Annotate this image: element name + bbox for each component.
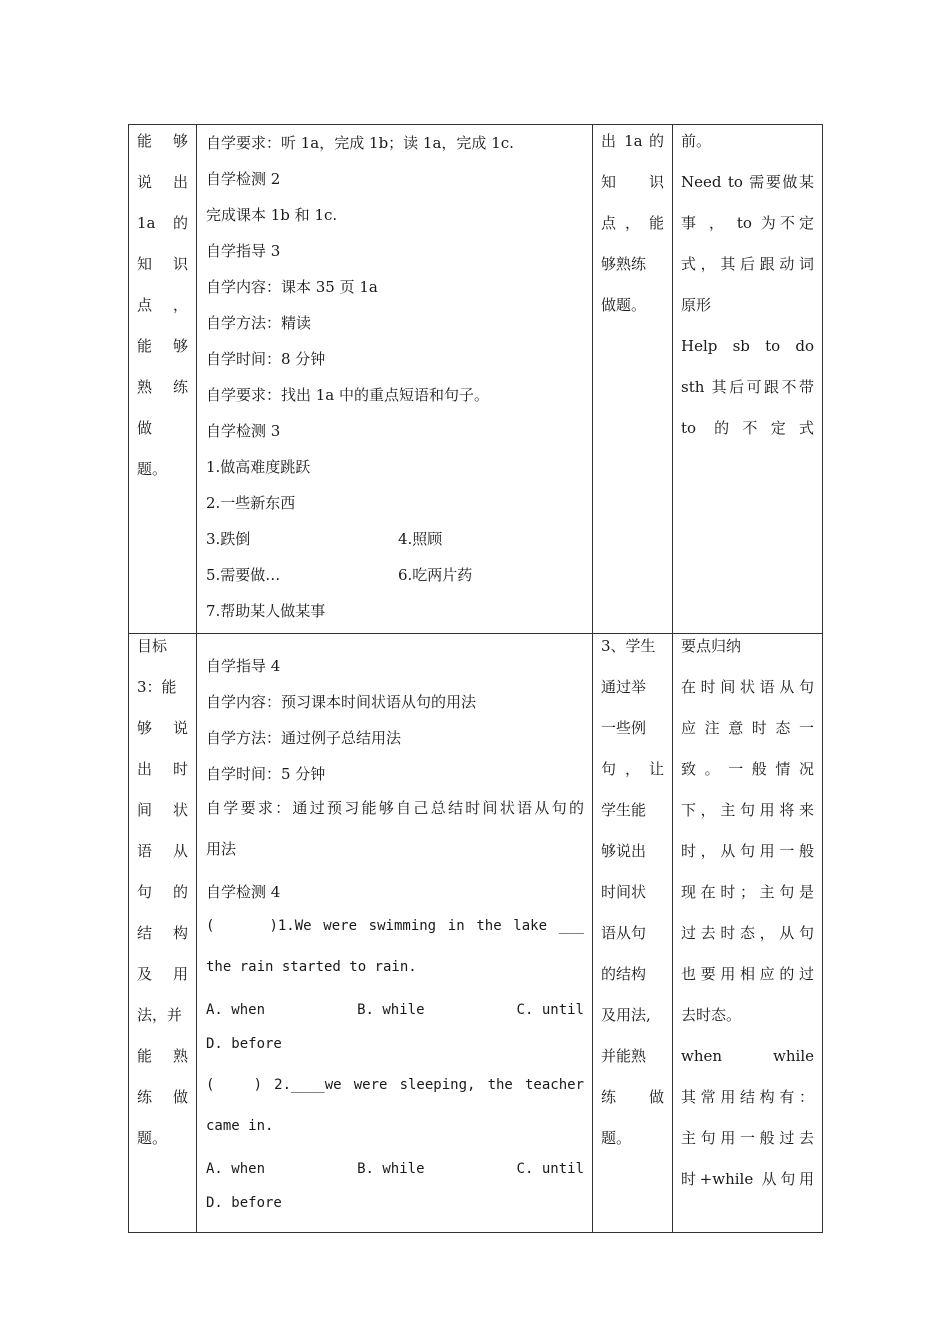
activity-text-line: 够说出 [601, 842, 647, 860]
note-text-line: 致。一般情况 [681, 760, 814, 778]
section-heading: 自学检测 4 [206, 883, 281, 901]
goal-text-line: 1a 的 [137, 214, 188, 232]
note-text-line: 在时间状语从句 [681, 678, 814, 696]
note-text-line: 原形 [681, 296, 712, 314]
goal-text-line: 能 熟 [137, 1047, 188, 1065]
activity-text-line: 知 识 [601, 173, 664, 191]
activity-text-line: 练 做 [601, 1088, 664, 1106]
study-text-line: 自学检测 3 [206, 422, 281, 440]
activity-text-line: 做题。 [601, 296, 647, 314]
activity-text-line: 一些例 [601, 719, 647, 737]
activity-text-line: 点 ， 能 [601, 214, 664, 232]
study-text-line: 自学要求：听 1a，完成 1b；读 1a，完成 1c. [206, 134, 514, 152]
goal-text-line: 句 的 [137, 883, 188, 901]
question-1: ( )1.We were swimming in the lake ___ [206, 918, 584, 934]
phrase-pair: 5.需要做… 6.吃两片药 [206, 566, 473, 584]
question-1-options [206, 996, 584, 1032]
note-text-line: 下，主句用将来 [681, 801, 814, 819]
study-text-line: 自学指导 3 [206, 242, 281, 260]
option-a: A. when [206, 1002, 266, 1018]
note-text-line: Need to 需要做某 [681, 173, 814, 191]
self-study-cell [197, 634, 593, 1233]
study-text-line: 1.做高难度跳跃 [206, 458, 311, 476]
option-d: D. before [206, 1036, 282, 1052]
goal-text-line: 说 出 [137, 173, 188, 191]
activity-text-line: 通过举 [601, 678, 647, 696]
goal-text-line: 够 说 [137, 719, 188, 737]
option-b: B. while [357, 1161, 425, 1177]
activity-text-line: 3、学生 [601, 637, 656, 655]
phrase-pair: 3.跌倒 4.照顾 [206, 530, 443, 548]
activity-text-line: 学生能 [601, 801, 647, 819]
note-text-line: 应注意时态一 [681, 719, 814, 737]
goal-text-line: 知 识 [137, 255, 188, 273]
goal-text-line: 做 [137, 419, 153, 437]
activity-text-line: 题。 [601, 1129, 632, 1147]
activity-text-line: 的结构 [601, 965, 647, 983]
study-text-line: 自学时间：5 分钟 [206, 765, 326, 783]
note-text-line: 现在时；主句是 [681, 883, 814, 901]
note-text-line: to 的不定式 [681, 419, 814, 437]
goal-text-line: 练 做 [137, 1088, 188, 1106]
note-text-line: 去时态。 [681, 1006, 742, 1024]
goal-text-line: 语 从 [137, 842, 188, 860]
goal-text-line: 熟 练 [137, 378, 188, 396]
activity-text-line: 够熟练 [601, 255, 647, 273]
goal-text-line: 能 够 [137, 132, 188, 150]
option-c: C. until [516, 1161, 584, 1177]
key-points-cell [673, 634, 823, 1233]
study-text-line: 自学检测 2 [206, 170, 281, 188]
requirement-line: 用法 [206, 840, 237, 858]
goal-text-line: 间 状 [137, 801, 188, 819]
goal-cell [129, 634, 197, 1233]
goal-text-line: 能 够 [137, 337, 188, 355]
study-text-line: 自学方法：精读 [206, 314, 312, 332]
phrase-item: 7.帮助某人做某事 [206, 602, 326, 620]
option-d: D. before [206, 1195, 282, 1211]
activity-text-line: 并能熟 [601, 1047, 647, 1065]
requirement-line: 自学要求：通过预习能够自己总结时间状语从句的 [206, 799, 584, 817]
question-2-cont: came in. [206, 1118, 274, 1134]
study-text-line: 2.一些新东西 [206, 494, 296, 512]
note-text-line: sth 其后可跟不带 [681, 378, 814, 396]
study-text-line: 自学时间：8 分钟 [206, 350, 326, 368]
table-row [129, 634, 823, 1233]
goal-text-line: 及 用 [137, 965, 188, 983]
goal-text-line: 目标 [137, 637, 168, 655]
study-text-line: 自学内容：预习课本时间状语从句的用法 [206, 693, 477, 711]
note-text-line: Help sb to do [681, 337, 814, 355]
key-points-cell [673, 125, 823, 634]
option-b: B. while [357, 1002, 425, 1018]
option-a: A. when [206, 1161, 266, 1177]
question-2: ( ) 2.____we were sleeping, the teacher [206, 1077, 584, 1093]
student-activity-cell [593, 634, 673, 1233]
note-text-line: 主句用一般过去 [681, 1129, 814, 1147]
activity-text-line: 出 1a 的 [601, 132, 664, 150]
activity-text-line: 及用法, [601, 1006, 651, 1024]
question-1-cont: the rain started to rain. [206, 959, 417, 975]
option-c: C. until [516, 1002, 584, 1018]
goal-text-line: 题。 [137, 1129, 168, 1147]
note-text-line: 时+while 从句用 [681, 1170, 814, 1188]
study-text-line: 自学要求：找出 1a 中的重点短语和句子。 [206, 386, 490, 404]
question-2-options [206, 1155, 584, 1191]
note-text-line: 时，从句用一般 [681, 842, 814, 860]
activity-text-line: 语从句 [601, 924, 647, 942]
goal-text-line: 法，并 [137, 1006, 183, 1024]
student-activity-cell [593, 125, 673, 634]
note-text-line: 前。 [681, 132, 712, 150]
goal-text-line: 题。 [137, 460, 168, 478]
activity-text-line: 时间状 [601, 883, 647, 901]
note-text-line: 也要用相应的过 [681, 965, 814, 983]
study-text-line: 完成课本 1b 和 1c. [206, 206, 338, 224]
note-text-line: when while [681, 1047, 814, 1065]
note-text-line: 事 ， to 为不定 [681, 214, 814, 232]
note-text-line: 要点归纳 [681, 637, 742, 655]
goal-text-line: 点 ， [137, 296, 188, 314]
self-study-cell [197, 125, 593, 634]
study-text-line: 自学内容：课本 35 页 1a [206, 278, 378, 296]
note-text-line: 式，其后跟动词 [681, 255, 814, 273]
activity-text-line: 句 ， 让 [601, 760, 664, 778]
goal-text-line: 3：能 [137, 678, 177, 696]
study-text-line: 自学方法：通过例子总结用法 [206, 729, 402, 747]
lesson-plan-table [128, 124, 823, 1233]
note-text-line: 过去时态，从句 [681, 924, 814, 942]
note-text-line: 其常用结构有： [681, 1088, 814, 1106]
goal-text-line: 结 构 [137, 924, 188, 942]
goal-text-line: 出 时 [137, 760, 188, 778]
goal-cell [129, 125, 197, 634]
table-row [129, 125, 823, 634]
study-text-line: 自学指导 4 [206, 657, 281, 675]
